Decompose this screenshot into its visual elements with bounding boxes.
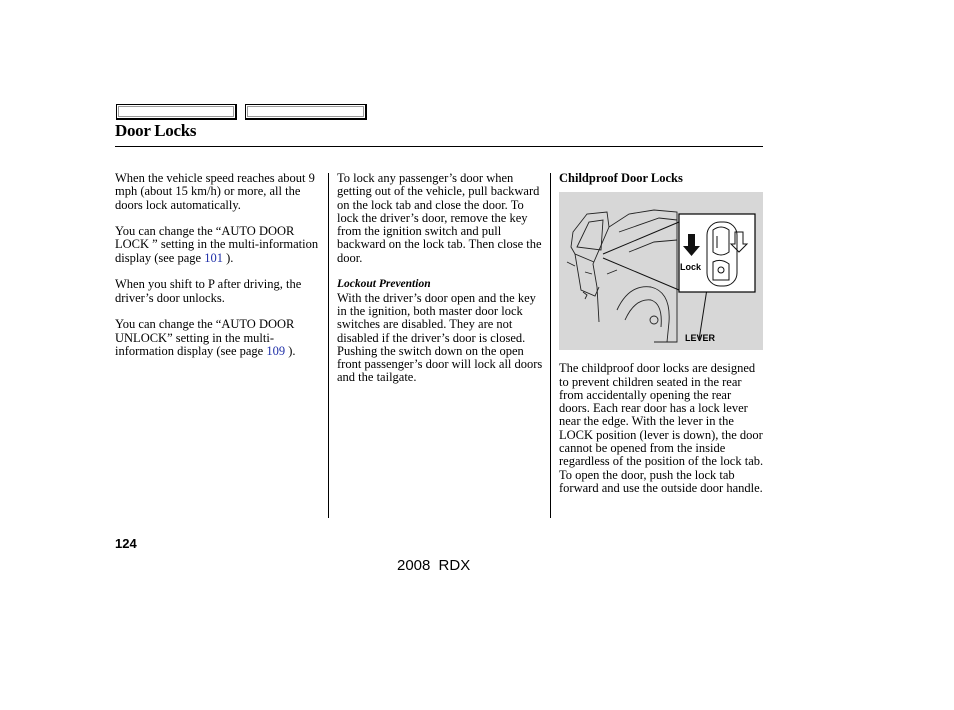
childproof-paragraph: The childproof door locks are designed to prevent children seated in the rear from accidentally opening the rear doors. Each rear door has a lock lever near the edge. With the lever in the LOCK position (lever is down), the door cannot be opened from the inside regardless of the position of the lock tab. To open the door, push the lock tab forward and use the outside door handle. bbox=[559, 361, 764, 495]
column-3 bbox=[559, 172, 764, 509]
title-rule bbox=[115, 146, 763, 147]
page-title: Door Locks bbox=[115, 121, 197, 140]
page-number: 124 bbox=[115, 536, 137, 551]
auto-lock-setting-paragraph: You can change the “AUTO DOOR LOCK ” setting in the multi-information display (see page 101 ). bbox=[115, 224, 319, 265]
lock-passenger-door-paragraph: To lock any passenger’s door when getting out of the vehicle, pull backward on the lock tab and close the door. To lock the driver’s door, remove the key from the ignition switch and pull backward on the lock tab. Then close the door. bbox=[337, 171, 542, 265]
childproof-heading: Childproof Door Locks bbox=[559, 171, 683, 185]
auto-unlock-paragraph: When you shift to P after driving, the driver’s door unlocks. bbox=[115, 277, 302, 305]
lockout-prevention-heading: Lockout Prevention bbox=[337, 278, 431, 291]
model-footer: 2008 RDX bbox=[397, 557, 471, 574]
page-link-109[interactable]: 109 bbox=[266, 343, 286, 358]
column-divider-1 bbox=[328, 173, 329, 518]
car-door-drawing bbox=[559, 192, 763, 350]
lock-label: Lock bbox=[680, 262, 702, 273]
column-2 bbox=[337, 172, 545, 398]
column-1 bbox=[115, 172, 325, 371]
auto-unlock-setting-paragraph: You can change the “AUTO DOOR UNLOCK” setting in the multi-information display (see page 109 ). bbox=[115, 317, 296, 358]
auto-lock-paragraph: When the vehicle speed reaches about 9 mph (about 15 km/h) or more, all the doors lock automatically. bbox=[115, 171, 315, 212]
page-link-101[interactable]: 101 bbox=[204, 250, 223, 265]
nav-button-contents[interactable] bbox=[116, 104, 237, 120]
column-divider-2 bbox=[550, 173, 551, 518]
nav-button-index[interactable] bbox=[245, 104, 367, 120]
lockout-prevention-paragraph: With the driver’s door open and the key in the ignition, both master door lock switches are disabled. They are not disabled if the driver’s door is closed. Pushing the switch down on the open front passenger’s door will lock all doors and the tailgate. bbox=[337, 290, 543, 385]
lever-label: LEVER bbox=[685, 333, 716, 344]
childproof-lock-illustration bbox=[559, 192, 763, 350]
